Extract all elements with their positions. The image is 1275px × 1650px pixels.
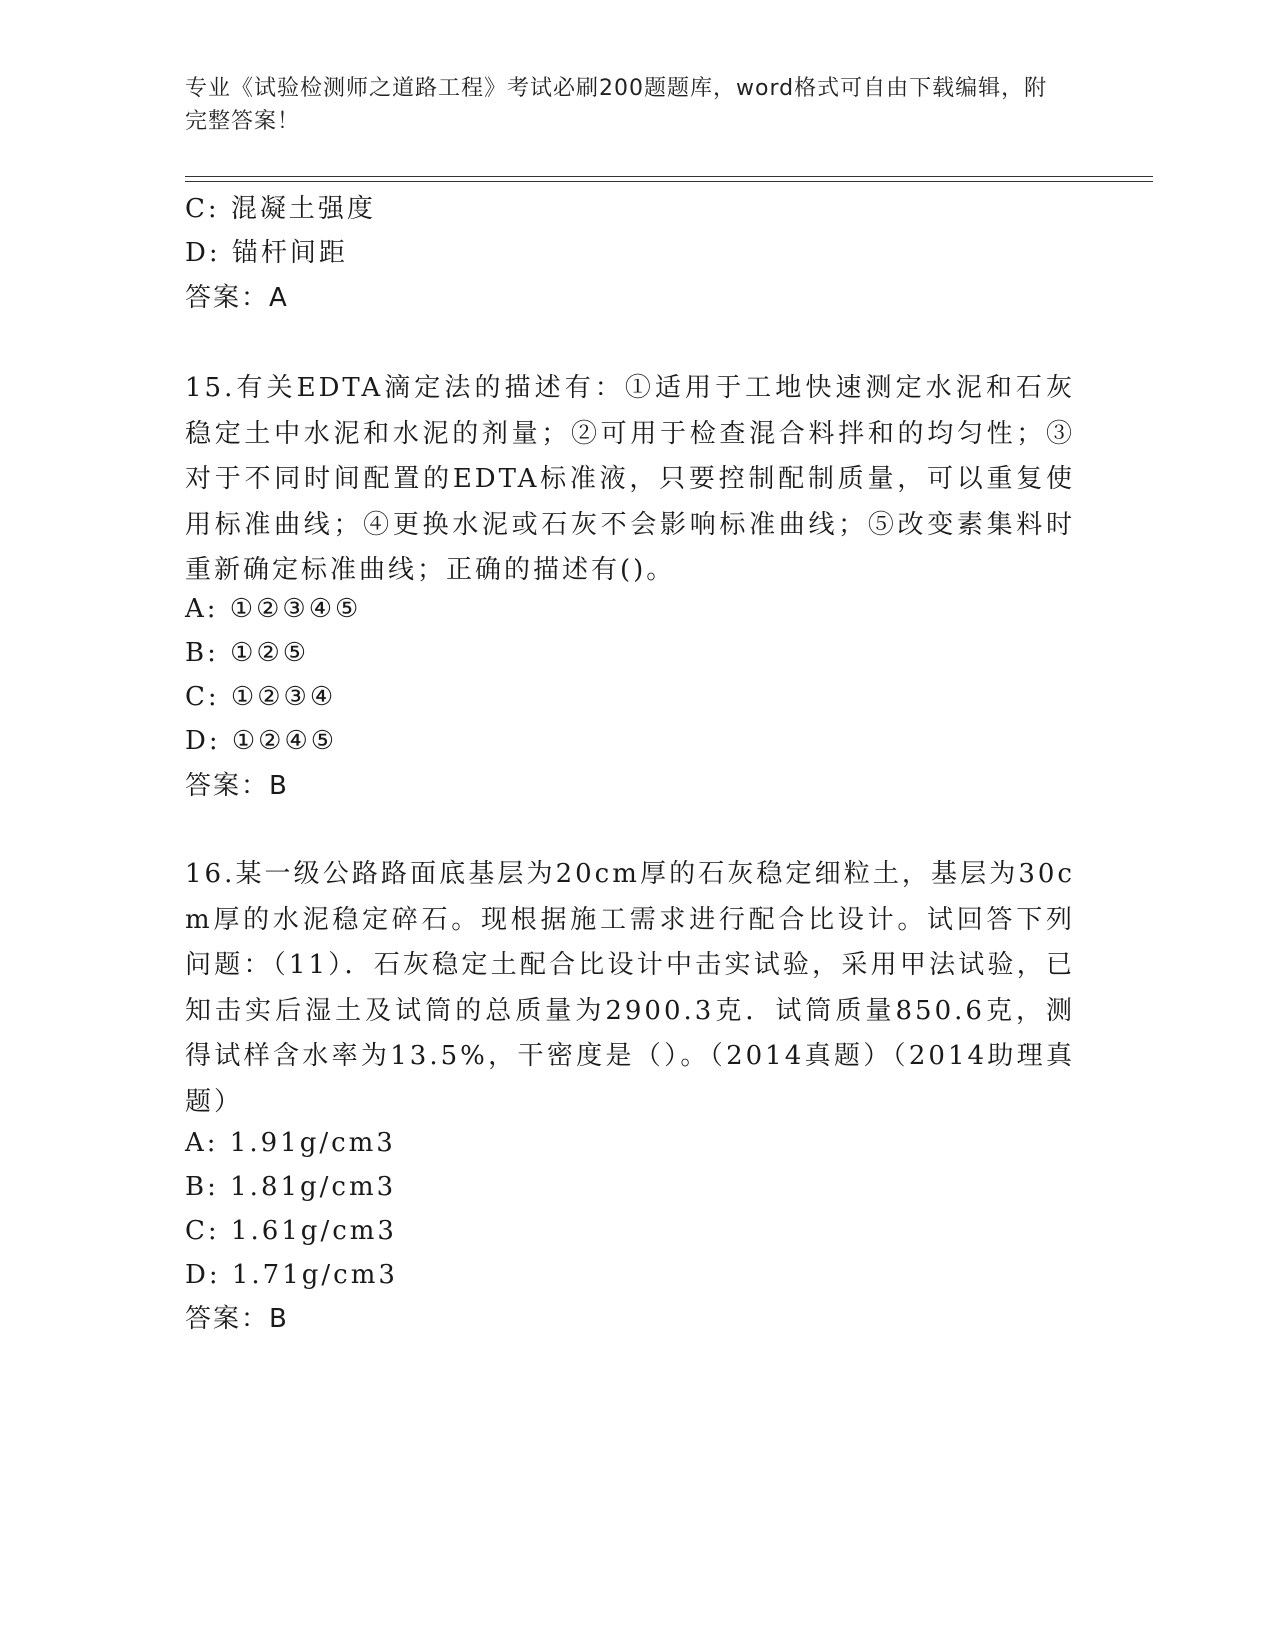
option-a: A: 1.91g/cm3 — [185, 1128, 396, 1158]
answer: 答案：B — [185, 771, 289, 801]
option-d: D: 1.71g/cm3 — [185, 1260, 398, 1290]
option-c: C: ①②③④ — [185, 682, 337, 712]
option-b: B: 1.81g/cm3 — [185, 1172, 397, 1202]
question-stem: 16.某一级公路路面底基层为20cm厚的石灰稳定细粒土，基层为30cm厚的水泥稳定碎石。现根据施工需求进行配合比设计。试回答下列问题：（11）．石灰稳定土配合比设计中击实试验，采用甲法试验，已知击实后湿土及试筒的总质量为2900.3克．试筒质量850.6克，测得试样含水率为13.5%，干密度是（）。（2014真题）（2014助理真题） — [185, 859, 1075, 1117]
option-d: D: ①②④⑤ — [185, 726, 338, 756]
option-c: C: 混凝土强度 — [185, 194, 376, 224]
option-b: B: ①②⑤ — [185, 638, 310, 668]
page-header: 专业《试验检测师之道路工程》考试必刷200题题库，word格式可自由下载编辑，附完整答案！ — [185, 76, 1048, 134]
option-a: A: ①②③④⑤ — [185, 594, 362, 624]
answer: 答案：A — [185, 283, 289, 313]
header-divider-bottom — [185, 181, 1153, 182]
answer: 答案：B — [185, 1304, 289, 1334]
header-divider-top — [185, 176, 1153, 177]
option-d: D: 锚杆间距 — [185, 238, 348, 268]
question-stem: 15.有关EDTA滴定法的描述有：①适用于工地快速测定水泥和石灰稳定土中水泥和水泥的剂量；②可用于检查混合料拌和的均匀性；③对于不同时间配置的EDTA标准液，只要控制配制质量，可以重复使用标准曲线；④更换水泥或石灰不会影响标准曲线；⑤改变素集料时重新确定标准曲线；正确的描述有()。 — [185, 373, 1075, 585]
option-c: C: 1.61g/cm3 — [185, 1216, 397, 1246]
